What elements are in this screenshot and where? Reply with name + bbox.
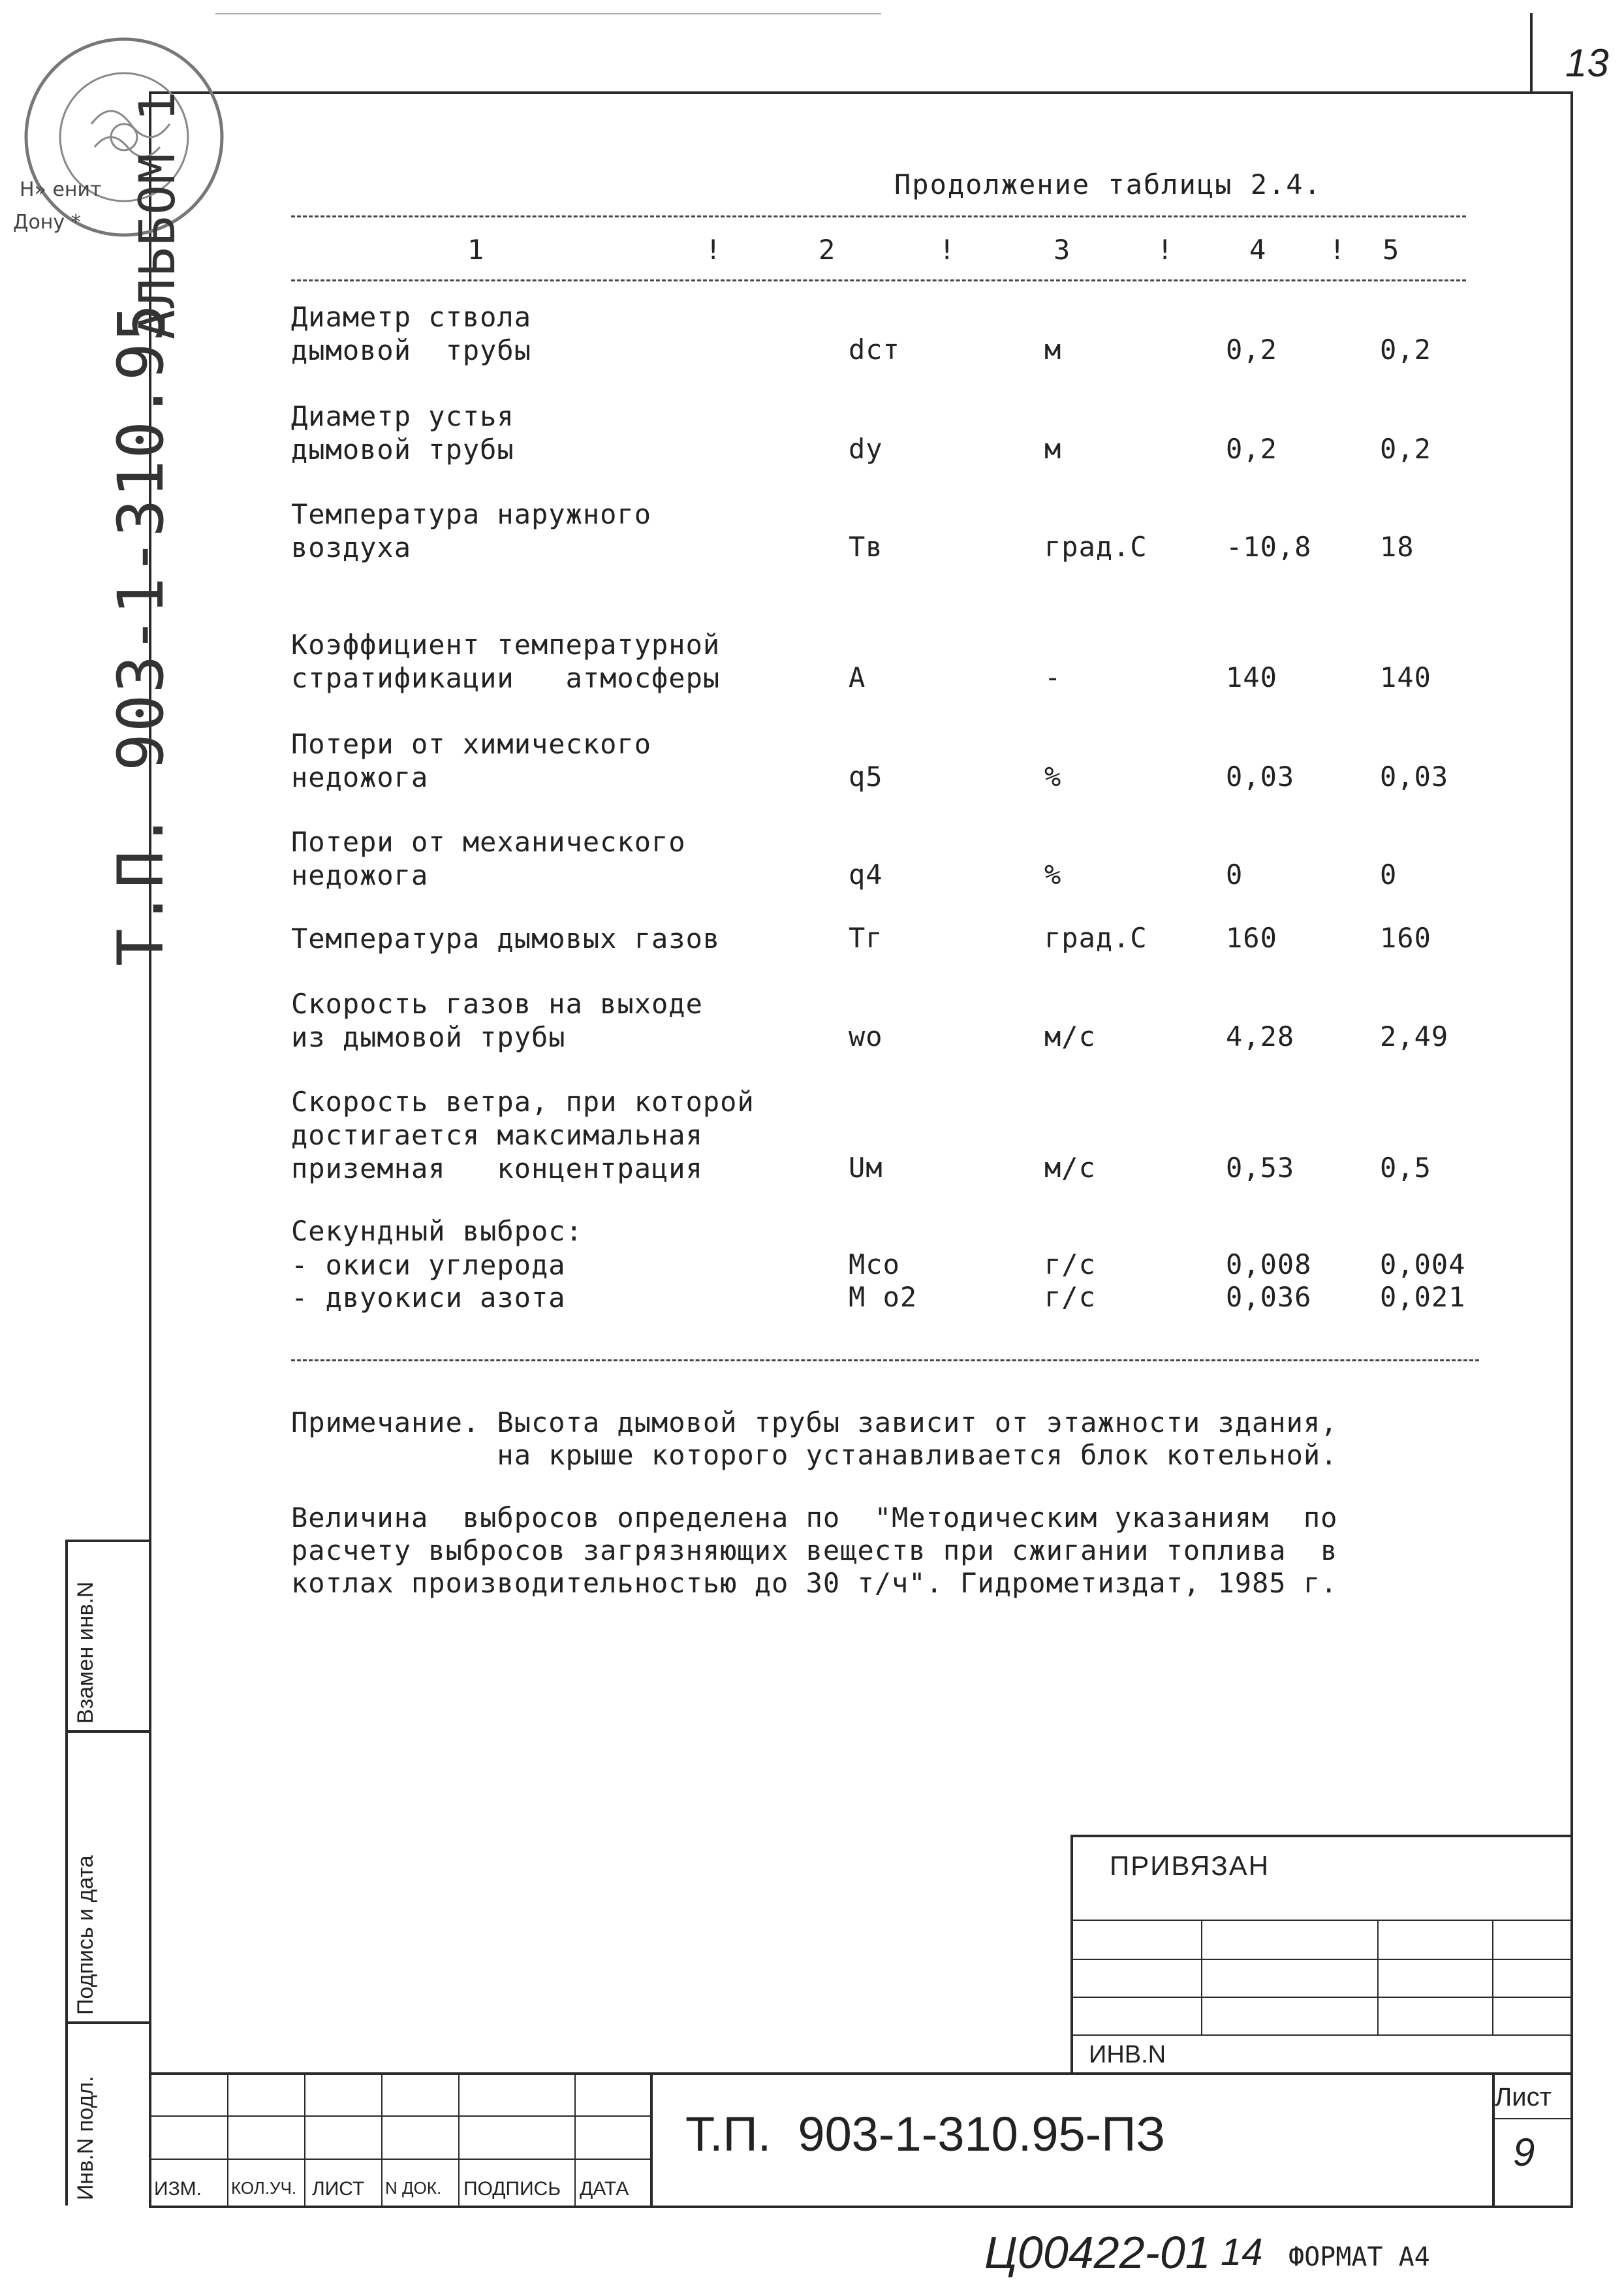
privyazan-row-4	[1070, 2034, 1573, 2036]
tb-col-4	[458, 2072, 460, 2207]
privyazan-row-3	[1070, 1997, 1573, 1998]
row-name: - двуокиси азота	[291, 1282, 566, 1314]
row-unit: г/с	[1044, 1248, 1096, 1280]
header-sep-1: !	[705, 234, 722, 266]
header-col-2: 2	[819, 234, 835, 266]
row-unit: %	[1044, 859, 1062, 891]
tb-separator	[650, 2072, 653, 2207]
row-value-col5: 0,021	[1380, 1281, 1466, 1313]
top-edge-line	[215, 13, 881, 14]
handwritten-sheet-number: 13	[1565, 41, 1609, 85]
side-label-signature-date: Подпись и дата	[73, 1855, 98, 2015]
row-symbol: q4	[849, 859, 883, 891]
privyazan-row-1	[1070, 1920, 1573, 1921]
tb-row-1	[149, 2115, 651, 2117]
row-value-col4: 0,2	[1226, 334, 1277, 366]
row-value-col4: -10,8	[1226, 531, 1312, 563]
album-label: АЛЬБОМ 1	[128, 89, 186, 340]
row-value-col4: 4,28	[1226, 1020, 1295, 1052]
row-symbol: q5	[849, 761, 883, 793]
tb-label-list: ЛИСТ	[312, 2178, 365, 2200]
header-top-rule	[291, 215, 1466, 217]
row-symbol: Mco	[849, 1248, 900, 1280]
handwritten-archive-number: 14	[1221, 2231, 1263, 2273]
paper-format: ФОРМАТ А4	[1288, 2242, 1430, 2272]
header-sep-4: !	[1329, 234, 1346, 266]
tb-sheet-number: 9	[1513, 2130, 1535, 2174]
row-unit: м	[1044, 433, 1062, 465]
row-name: Потери от механического недожога	[291, 826, 686, 891]
header-col-3: 3	[1054, 234, 1070, 266]
row-name: - окиси углерода	[291, 1249, 566, 1281]
row-unit: град.С	[1044, 922, 1148, 954]
row-value-col5: 0,03	[1380, 761, 1449, 793]
row-name: Секундный выброс:	[291, 1215, 583, 1247]
header-sep-3: !	[1157, 234, 1174, 266]
row-name: Температура дымовых газов	[291, 923, 721, 955]
table-bottom-rule	[291, 1359, 1479, 1361]
row-unit: м	[1044, 334, 1062, 366]
row-name: Диаметр устья дымовой трубы	[291, 400, 514, 466]
header-col-4: 4	[1249, 234, 1266, 266]
row-value-col4: 0,03	[1226, 761, 1295, 793]
row-symbol: Тг	[849, 922, 883, 954]
row-name: Температура наружного воздуха	[291, 498, 652, 563]
row-value-col5: 0	[1380, 859, 1398, 891]
privyazan-col-3	[1492, 1920, 1493, 2034]
row-name: Скорость газов на выходе из дымовой трубы	[291, 988, 703, 1053]
top-frame-line	[150, 91, 1573, 94]
side-column-line	[65, 1540, 68, 2206]
row-symbol: dст	[849, 334, 900, 366]
row-symbol: Тв	[849, 531, 883, 563]
row-value-col5: 0,5	[1380, 1152, 1431, 1184]
inventory-number-label: ИНВ.N	[1089, 2041, 1166, 2068]
note-method-reference: Величина выбросов определена по "Методическим указаниям по расчету выбросов загрязняющих веществ при сжигании топлива в котлах производительностью до 30 т/ч". Гидрометиздат, 1985 г.	[291, 1502, 1338, 1599]
row-unit: град.С	[1044, 531, 1148, 563]
header-sep-2: !	[939, 234, 956, 266]
row-unit: г/с	[1044, 1281, 1096, 1313]
privyazan-col-1	[1201, 1920, 1202, 2034]
row-unit: -	[1044, 661, 1062, 693]
row-value-col4: 0	[1226, 859, 1243, 891]
row-value-col4: 0,53	[1226, 1152, 1295, 1184]
tb-label-kolluch: КОЛ.УЧ.	[231, 2178, 297, 2198]
row-name: Диаметр ствола дымовой трубы	[291, 301, 532, 366]
bottom-frame-line	[149, 2206, 1573, 2208]
tb-label-data: ДАТА	[580, 2178, 629, 2200]
tb-document-code: Т.П. 903-1-310.95-ПЗ	[685, 2107, 1166, 2161]
tb-label-ndok: N ДОК.	[385, 2178, 442, 2198]
tb-col-1	[227, 2072, 228, 2207]
row-value-col5: 0,004	[1380, 1248, 1466, 1280]
stamp-fragment-1: Н» енит	[20, 178, 102, 201]
sheet-corner-line	[1530, 13, 1533, 93]
tb-col-2	[304, 2072, 305, 2207]
tb-label-podpis: ПОДПИСЬ	[463, 2178, 561, 2200]
row-name: Потери от химического недожога	[291, 728, 652, 793]
tb-label-izm: ИЗМ.	[154, 2178, 202, 2200]
handwritten-archive-code: Ц00422-01	[984, 2227, 1211, 2278]
row-value-col5: 160	[1380, 922, 1431, 954]
privyazan-row-2	[1070, 1959, 1573, 1960]
table-title: Продолжение таблицы 2.4.	[894, 168, 1322, 200]
side-row-line-1	[65, 1540, 150, 1542]
stamp-fragment-2: Дону *	[13, 211, 81, 234]
row-symbol: Uм	[849, 1152, 883, 1184]
row-value-col4: 0,008	[1226, 1248, 1312, 1280]
note-height: Примечание. Высота дымовой трубы зависит от этажности здания, на крыше которого устанавливается блок котельной.	[291, 1406, 1338, 1471]
row-symbol: dу	[849, 433, 883, 465]
row-symbol: M o2	[849, 1281, 918, 1313]
row-value-col4: 160	[1226, 922, 1277, 954]
row-symbol: wo	[849, 1020, 883, 1052]
side-row-line-2	[65, 1730, 150, 1733]
tb-col-3	[381, 2072, 383, 2207]
row-name: Скорость ветра, при которой достигается максимальная приземная концентрация	[291, 1086, 755, 1184]
row-value-col4: 0,036	[1226, 1281, 1312, 1313]
tb-row-2	[149, 2159, 651, 2160]
row-value-col4: 140	[1226, 661, 1277, 693]
row-unit: м/с	[1044, 1152, 1096, 1184]
tb-sheet-divider	[1492, 2118, 1573, 2119]
row-symbol: А	[849, 661, 866, 693]
row-value-col5: 0,2	[1380, 433, 1431, 465]
row-value-col5: 2,49	[1380, 1020, 1449, 1052]
side-label-inventory: Инв.N подл.	[73, 2076, 98, 2200]
row-value-col5: 18	[1380, 531, 1414, 563]
privyazan-title: ПРИВЯЗАН	[1110, 1850, 1270, 1881]
row-name: Коэффициент температурной стратификации атмосферы	[291, 629, 721, 694]
side-label-replacement: Взамен инв.N	[73, 1581, 98, 1724]
row-unit: м/с	[1044, 1020, 1096, 1052]
row-unit: %	[1044, 761, 1062, 793]
tb-sheet-label: Лист	[1495, 2083, 1552, 2111]
header-bottom-rule	[291, 279, 1466, 281]
tb-col-5	[574, 2072, 576, 2207]
row-value-col5: 140	[1380, 661, 1431, 693]
header-col-5: 5	[1382, 234, 1399, 266]
row-value-col4: 0,2	[1226, 433, 1277, 465]
privyazan-col-2	[1377, 1920, 1379, 2034]
row-value-col5: 0,2	[1380, 334, 1431, 366]
side-row-line-3	[65, 2021, 150, 2024]
side-document-code: Т.П. 903-1-310.95	[104, 302, 178, 966]
header-col-1: 1	[467, 234, 484, 266]
